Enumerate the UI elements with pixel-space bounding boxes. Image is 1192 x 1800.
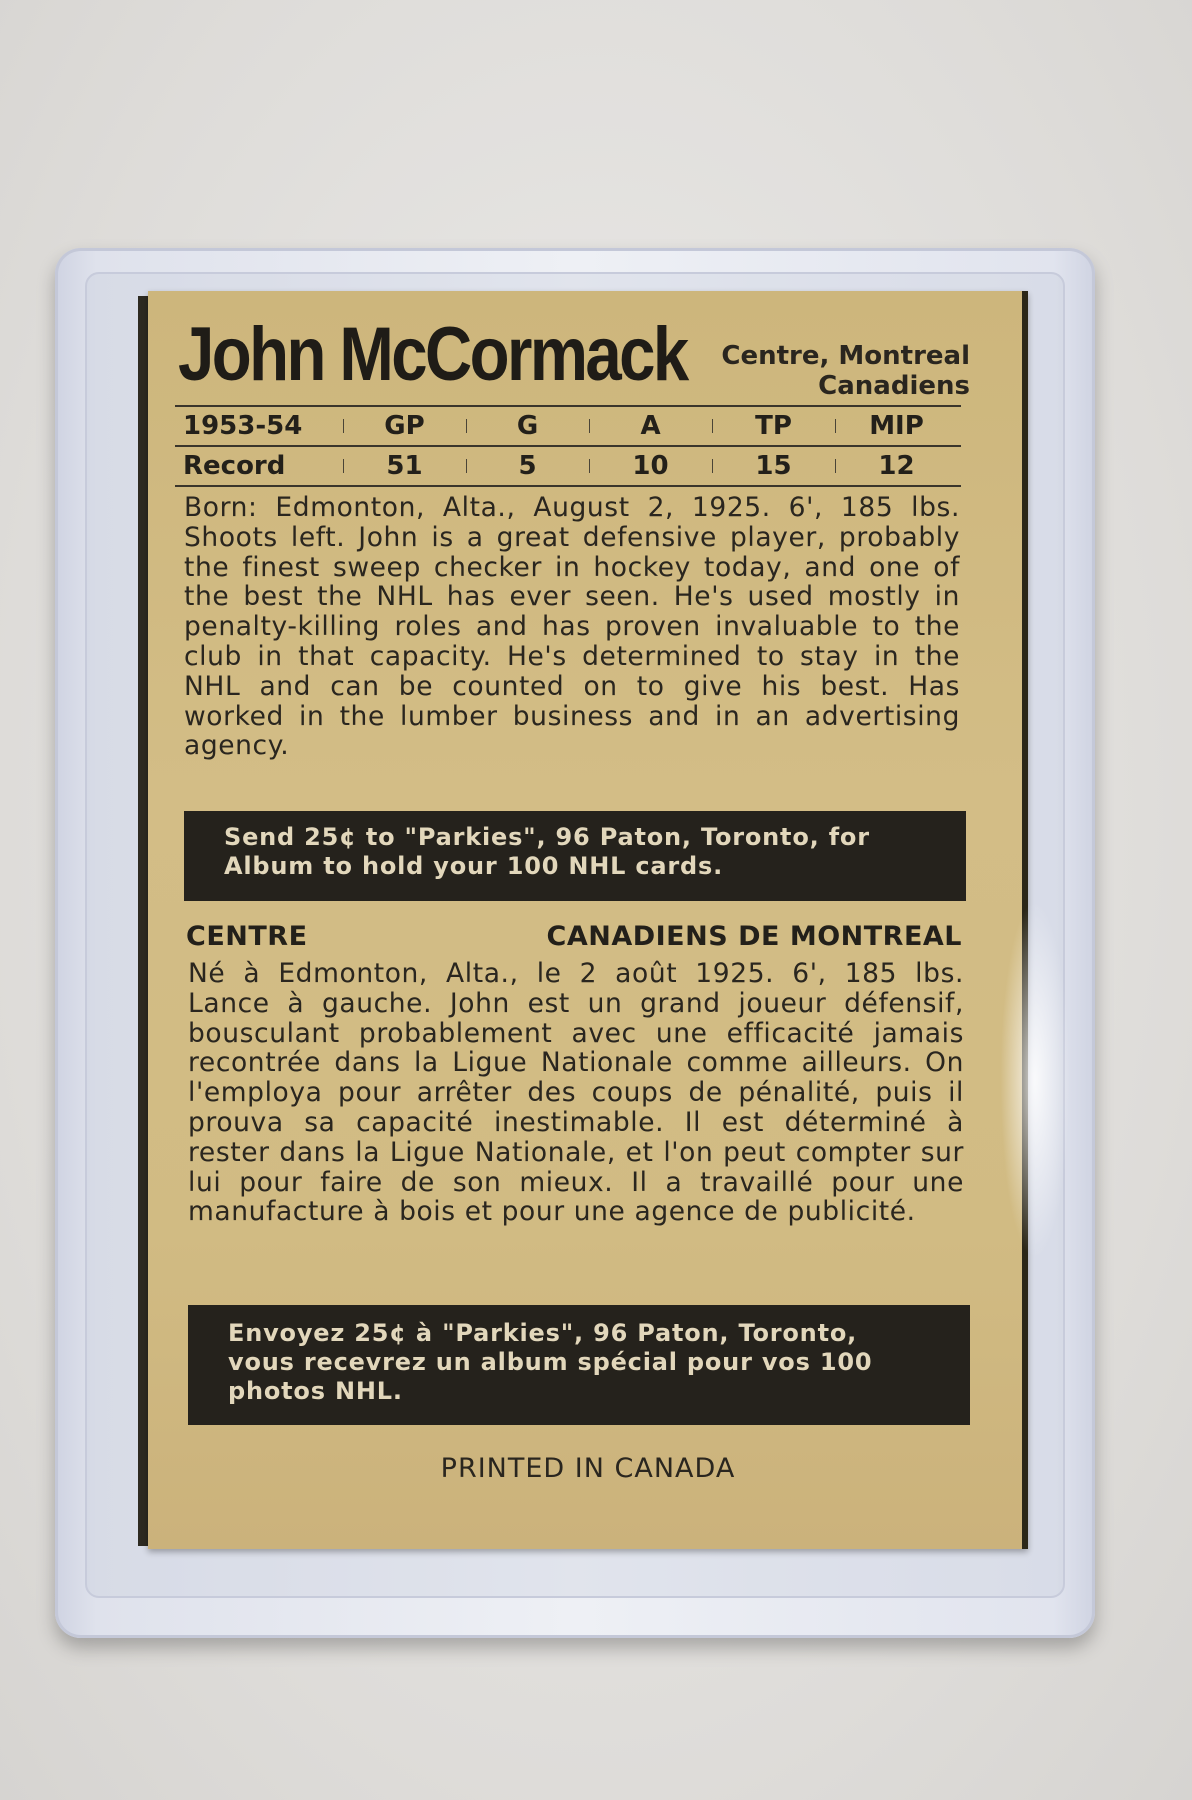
- stats-header-tp: TP: [712, 411, 835, 441]
- stats-value-g: 5: [466, 451, 589, 481]
- bio-french: Né à Edmonton, Alta., le 2 août 1925. 6', 185 lbs. Lance à gauche. John est un grand joueur défensif, bousculant probablement avec une efficacité jamais recontrée dans la Ligue Nationale comme ailleurs. On l'employa pour arrêter des coups de pénalité, puis il prouva sa capacité inestimable. Il est déterminé à rester dans la Ligue Nationale, et l'on peut compter sur lui pour faire de son mieux. Il a travaillé pour une manufacture à bois et pour une agence de publicité.: [188, 958, 964, 1228]
- stats-value-row: [175, 445, 961, 485]
- stats-header-row: [175, 407, 961, 445]
- player-name: John McCormack: [178, 312, 687, 397]
- position-french: CENTRE: [186, 921, 308, 952]
- position-team: [721, 341, 970, 401]
- team-french: CANADIENS DE MONTREAL: [546, 921, 962, 952]
- stats-record-label: Record: [183, 451, 286, 481]
- section-header-french: [186, 921, 962, 953]
- stats-header-mip: MIP: [835, 411, 958, 441]
- position-team-line2: Canadiens: [818, 371, 970, 401]
- stats-header-a: A: [589, 411, 712, 441]
- album-offer-english: Send 25¢ to "Parkies", 96 Paton, Toronto, for Album to hold your 100 NHL cards.: [184, 811, 966, 901]
- light-glare: [1000, 900, 1070, 1260]
- stats-season: 1953-54: [183, 411, 303, 441]
- album-offer-french: Envoyez 25¢ à "Parkies", 96 Paton, Toronto, vous recevrez un album spécial pour vos 100 photos NHL.: [188, 1305, 970, 1425]
- stats-value-a: 10: [589, 451, 712, 481]
- stats-table: [175, 405, 961, 487]
- printed-in-canada: PRINTED IN CANADA: [440, 1453, 736, 1484]
- position-team-line1: Centre, Montreal: [721, 341, 970, 371]
- stats-header-gp: GP: [343, 411, 466, 441]
- hockey-card-back: [148, 291, 1028, 1549]
- stats-value-tp: 15: [712, 451, 835, 481]
- stats-value-mip: 12: [835, 451, 958, 481]
- stats-value-gp: 51: [343, 451, 466, 481]
- stats-header-g: G: [466, 411, 589, 441]
- bio-english: Born: Edmonton, Alta., August 2, 1925. 6', 185 lbs. Shoots left. John is a great defensive player, probably the finest sweep checker in hockey today, and one of the best the NHL has ever seen. He's used mostly in penalty-killing roles and has proven invaluable to the club in that capacity. He's determined to stay in the NHL and can be counted on to give his best. Has worked in the lumber business and in an advertising agency.: [184, 492, 960, 762]
